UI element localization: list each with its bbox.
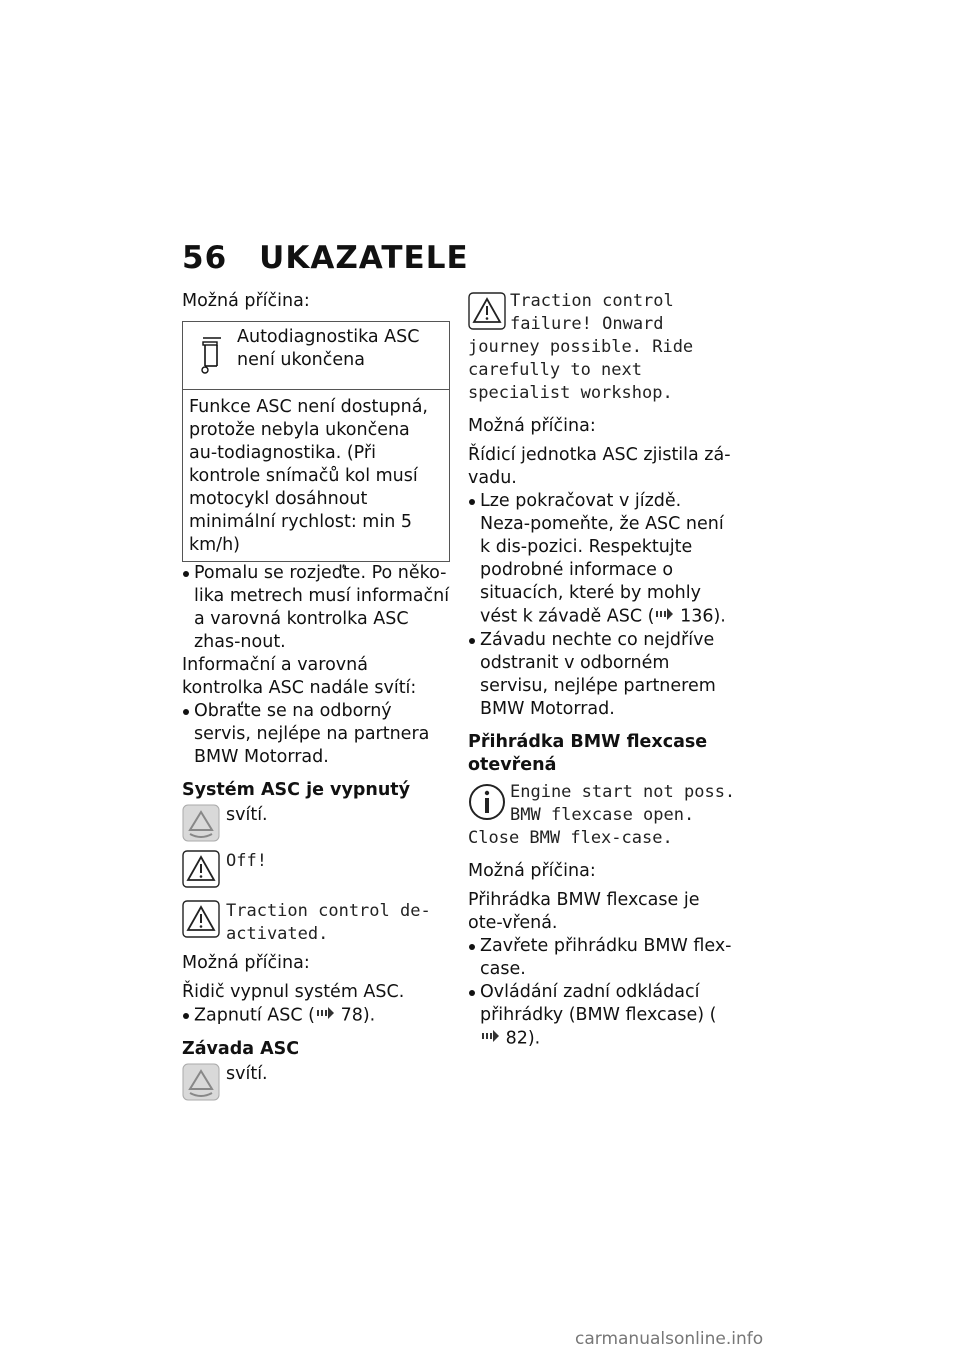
selfdiag-body: Funkce ASC není dostupná, protože nebyla ukončena au-todiagnostika. (Při kontrole snímačů kol musí motocykl dosáhnout minimální rychlost: min 5 km/h)	[189, 397, 428, 555]
bullet-end: ).	[527, 1028, 541, 1048]
page-ref-arrow-icon	[654, 605, 674, 628]
cause-label: Možná příčina:	[468, 416, 596, 436]
bullet-close-flexcase: Zavřete přihrádku BMW flex-case.	[468, 935, 736, 981]
page-ref-arrow-icon	[315, 1004, 335, 1027]
msg-flexcase-open: Engine start not poss. BMW flexcase open. Close BMW flex-case.	[468, 781, 736, 848]
page-header	[182, 240, 469, 276]
bullet-flexcase-operation	[468, 981, 736, 1051]
page-ref[interactable]: 82	[505, 1028, 528, 1048]
left-column	[182, 290, 450, 1101]
msg-off: Off!	[226, 851, 267, 871]
cause-text: Řidič vypnul systém ASC.	[182, 982, 405, 1002]
section-heading-flexcase: Přihrádka BMW flexcase otevřená	[468, 731, 708, 775]
bullet-slow-start: Pomalu se rozjeďte. Po něko-lika metrech musí informační a varovná kontrolka ASC zhas-nout.	[182, 562, 450, 654]
selfdiag-title: Autodiagnostika ASC není ukončena	[237, 327, 420, 370]
warning-triangle-icon	[182, 900, 222, 938]
bullet-text: Zapnutí ASC (	[194, 1005, 315, 1026]
watermark: carmanualsonline.info	[575, 1329, 764, 1349]
wheel-sensor-icon	[197, 326, 227, 383]
warning-triangle-icon	[468, 292, 506, 330]
bullet-continue-riding	[468, 490, 736, 629]
page-ref-arrow-icon	[480, 1027, 500, 1050]
page-ref[interactable]: 136	[680, 606, 714, 627]
cause-label: Možná příčina:	[182, 291, 310, 311]
asc-lamp-icon	[182, 804, 222, 842]
asc-lamp-icon	[182, 1063, 222, 1101]
bullet-end: ).	[362, 1005, 376, 1026]
bullet-repair-fault: Závadu nechte co nejdříve odstranit v odborném servisu, nejlépe partnerem BMW Motorrad.	[468, 629, 736, 721]
bullet-contact-service: Obraťte se na odborný servis, nejlépe na partnera BMW Motorrad.	[182, 700, 450, 769]
cause-text: Přihrádka BMW flexcase je ote-vřená.	[468, 889, 700, 933]
section-heading-asc-off: Systém ASC je vypnutý	[182, 780, 411, 800]
msg-traction-deactivated: Traction control de-activated.	[226, 901, 431, 944]
section-heading-asc-fault: Závada ASC	[182, 1038, 300, 1059]
bullet-text: Lze pokračovat v jízdě. Neza-pomeňte, že ASC není k dis-pozici. Respektujte podrobné informace o situacích, které by mohly vést k závadě ASC (	[480, 491, 724, 627]
right-column	[468, 290, 736, 1050]
bullet-end: ).	[713, 606, 726, 627]
asc-fault-lamp-text: svítí.	[226, 1063, 268, 1084]
info-icon	[468, 783, 506, 821]
page-ref[interactable]: 78	[340, 1005, 363, 1026]
cause-label: Možná příčina:	[182, 953, 310, 973]
cause-text: Řídicí jednotka ASC zjistila zá-vadu.	[468, 445, 731, 488]
asc-off-lamp-text: svítí.	[226, 805, 268, 825]
warning-triangle-icon	[182, 850, 222, 888]
selfdiag-box	[182, 321, 450, 562]
bullet-text: Ovládání zadní odkládací přihrádky (BMW flexcase) (	[480, 981, 717, 1025]
msg-traction-failure: Traction control failure! Onward journey possible. Ride carefully to next specialist workshop.	[468, 291, 694, 403]
page-number: 56	[182, 240, 228, 276]
bullet-enable-asc	[182, 1004, 450, 1028]
cause-label: Možná příčina:	[468, 860, 596, 881]
para-lamp-still-on: Informační a varovná kontrolka ASC nadále svítí:	[182, 655, 417, 698]
page-title: UKAZATELE	[259, 240, 469, 276]
